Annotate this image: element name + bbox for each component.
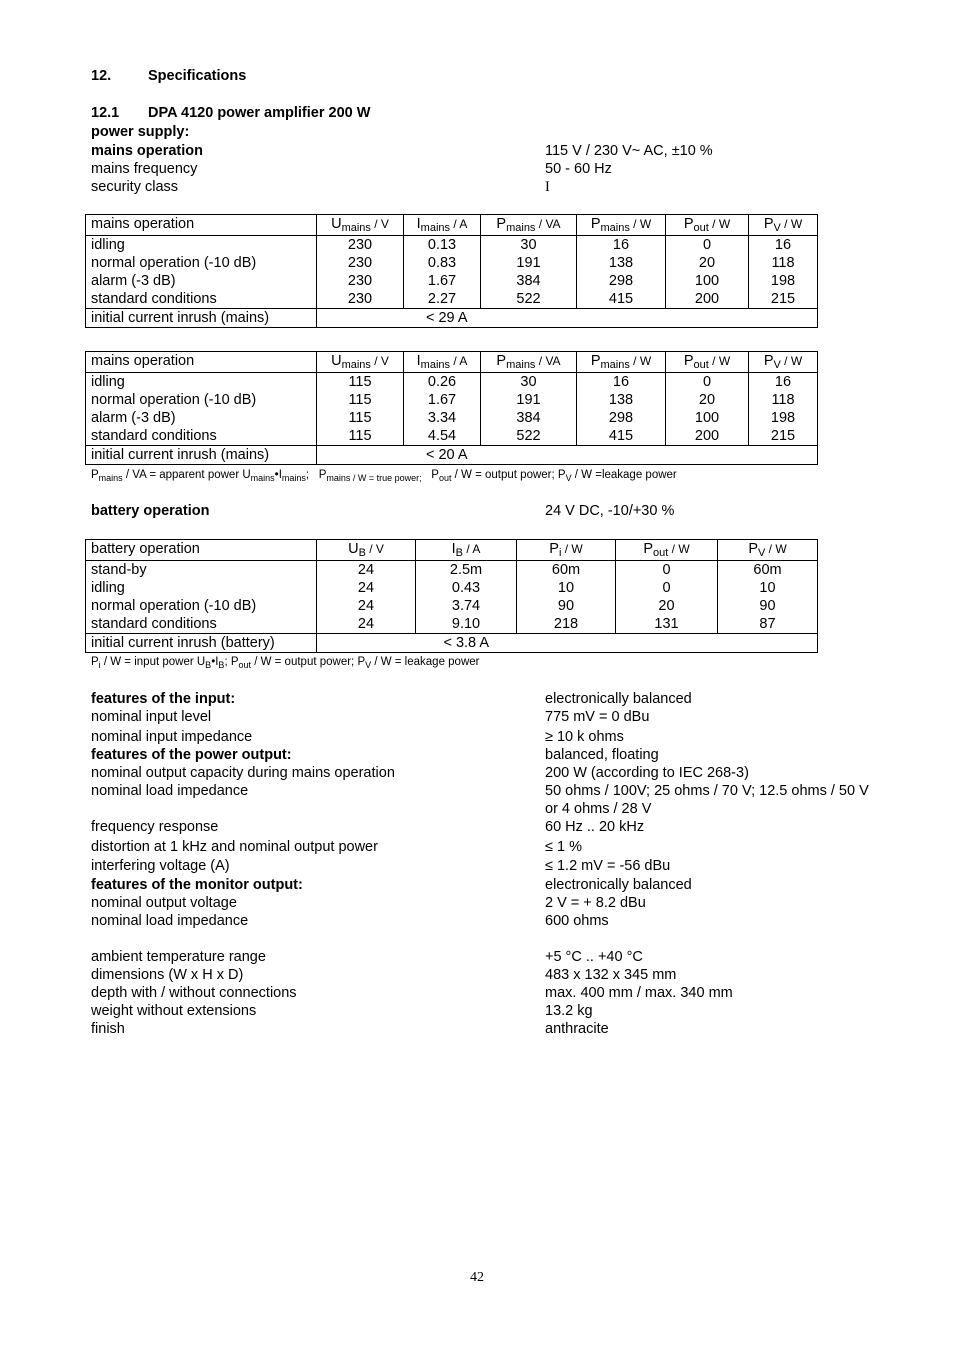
col-p-i: 60m 10 90 218	[517, 561, 616, 634]
spec-value: max. 400 mm / max. 340 mm	[545, 985, 733, 1001]
spec-label: frequency response	[91, 819, 219, 835]
spec-label: nominal output voltage	[91, 895, 237, 911]
header-p-v: $P_V$ / W	[749, 352, 818, 373]
row-labels: stand-by idling normal operation (-10 dB) standard conditions	[86, 561, 317, 634]
spec-label: finish	[91, 1021, 125, 1037]
subsection-title: DPA 4120 power amplifier 200 W	[148, 105, 371, 121]
inrush-value: < 3.8 A	[317, 634, 616, 653]
col-p-v: 16 118 198 215	[749, 373, 818, 446]
spec-value-continued: or 4 ohms / 28 V	[545, 801, 652, 817]
spec-value: 2 V = + 8.2 dBu	[545, 895, 646, 911]
header-p-mains-w: $P_{mains}$ / W	[577, 215, 666, 236]
spec-label: interfering voltage (A)	[91, 858, 230, 874]
inrush-label: initial current inrush (mains)	[86, 309, 317, 328]
section-title: Specifications	[148, 68, 247, 84]
spec-value: 483 x 132 x 345 mm	[545, 967, 677, 983]
spec-label: weight without extensions	[91, 1003, 257, 1019]
header-p-v: $P_V$ / W	[718, 540, 818, 561]
col-i-mains: 0.13 0.83 1.67 2.27	[404, 236, 481, 309]
header-p-mains-va: $P_{mains}$ / VA	[481, 215, 577, 236]
spec-value: ≤ 1.2 mV = -56 dBu	[545, 858, 671, 874]
table-header-label: battery operation	[86, 540, 317, 561]
mains-operation-label: mains operation	[91, 143, 203, 159]
col-p-out: 0 20 100 200	[666, 236, 749, 309]
col-p-v: 60m 10 90 87	[718, 561, 818, 634]
section-number: 12.	[91, 68, 112, 84]
inrush-filler	[616, 634, 818, 653]
col-u-b: 24 24 24 24	[317, 561, 416, 634]
spec-value: 600 ohms	[545, 913, 609, 929]
col-u-mains: 115 115 115 115	[317, 373, 404, 446]
security-class-value: I	[545, 179, 550, 195]
battery-operation-value: 24 V DC, -10/+30 %	[545, 503, 675, 519]
page-number: 42	[470, 1270, 484, 1285]
col-i-b: 2.5m 0.43 3.74 9.10	[416, 561, 517, 634]
header-p-out: $P_{out}$ / W	[666, 215, 749, 236]
inrush-label: initial current inrush (mains)	[86, 446, 317, 465]
spec-value: ≤ 1 %	[545, 839, 582, 855]
header-i-b: $I_B$ / A	[416, 540, 517, 561]
header-u-mains: $U_{mains}$ / V	[317, 215, 404, 236]
spec-value: 775 mV = 0 dBu	[545, 709, 650, 725]
spec-value: electronically balanced	[545, 691, 692, 707]
spec-label: nominal output capacity during mains operation	[91, 765, 395, 781]
mains-frequency-label: mains frequency	[91, 161, 198, 177]
header-u-mains: $U_{mains}$ / V	[317, 352, 404, 373]
spec-value: anthracite	[545, 1021, 609, 1037]
table-header-label: mains operation	[86, 215, 317, 236]
power-supply-heading: power supply:	[91, 124, 190, 140]
col-p-mains-w: 16 138 298 415	[577, 373, 666, 446]
header-p-i: $P_i$ / W	[517, 540, 616, 561]
mains-operation-value: 115 V / 230 V~ AC, ±10 %	[545, 143, 713, 159]
inrush-value: < 20 A	[317, 446, 577, 465]
battery-table	[85, 539, 818, 653]
spec-label: features of the monitor output:	[91, 877, 303, 893]
col-p-out: 0 0 20 131	[616, 561, 718, 634]
col-u-mains: 230 230 230 230	[317, 236, 404, 309]
row-labels: idling normal operation (-10 dB) alarm (-3 dB) standard conditions	[86, 236, 317, 309]
spec-label: nominal input impedance	[91, 729, 253, 745]
header-u-b: $U_B$ / V	[317, 540, 416, 561]
col-p-mains-va: 30 191 384 522	[481, 236, 577, 309]
spec-value: ≥ 10 k ohms	[545, 729, 624, 745]
header-p-v: $P_V$ / W	[749, 215, 818, 236]
spec-value: balanced, floating	[545, 747, 659, 763]
inrush-filler	[577, 446, 818, 465]
header-p-mains-w: $P_{mains}$ / W	[577, 352, 666, 373]
battery-footnote: $P_i$ / W = input power $U_B•I_B$; $P_{out}$ / W = output power; $P_V$ / W = leakage power	[91, 656, 480, 670]
header-p-out: $P_{out}$ / W	[666, 352, 749, 373]
spec-value: 50 ohms / 100V; 25 ohms / 70 V; 12.5 ohms / 50 V	[545, 783, 869, 799]
inrush-label: initial current inrush (battery)	[86, 634, 317, 653]
mains-table-115	[85, 351, 818, 465]
mains-footnote: $P_{mains}$ / VA = apparent power $U_{mains}•I_{mains}$; $P_{mains / W = true power;}$ $P_{out}$ / W = output power; $P_V$ / W =leakage power	[91, 469, 677, 483]
header-p-out: $P_{out}$ / W	[616, 540, 718, 561]
spec-label: features of the input:	[91, 691, 236, 707]
col-p-out: 0 20 100 200	[666, 373, 749, 446]
spec-label: distortion at 1 kHz and nominal output power	[91, 839, 378, 855]
subsection-number: 12.1	[91, 105, 120, 121]
spec-value: 200 W (according to IEC 268-3)	[545, 765, 749, 781]
mains-table-230	[85, 214, 818, 328]
header-i-mains: $I_{mains}$ / A	[404, 215, 481, 236]
spec-value: 13.2 kg	[545, 1003, 593, 1019]
col-p-mains-va: 30 191 384 522	[481, 373, 577, 446]
col-p-mains-w: 16 138 298 415	[577, 236, 666, 309]
spec-value: electronically balanced	[545, 877, 692, 893]
spec-label: nominal input level	[91, 709, 212, 725]
col-i-mains: 0.26 1.67 3.34 4.54	[404, 373, 481, 446]
col-p-v: 16 118 198 215	[749, 236, 818, 309]
inrush-filler	[577, 309, 818, 328]
row-labels: idling normal operation (-10 dB) alarm (-3 dB) standard conditions	[86, 373, 317, 446]
spec-label: nominal load impedance	[91, 783, 249, 799]
spec-value: +5 °C .. +40 °C	[545, 949, 643, 965]
spec-label: ambient temperature range	[91, 949, 266, 965]
spec-label: nominal load impedance	[91, 913, 249, 929]
inrush-value: < 29 A	[317, 309, 577, 328]
spec-value: 60 Hz .. 20 kHz	[545, 819, 645, 835]
spec-label: depth with / without connections	[91, 985, 297, 1001]
spec-label: dimensions (W x H x D)	[91, 967, 244, 983]
battery-operation-label: battery operation	[91, 503, 210, 519]
mains-frequency-value: 50 - 60 Hz	[545, 161, 612, 177]
header-i-mains: $I_{mains}$ / A	[404, 352, 481, 373]
spec-label: features of the power output:	[91, 747, 292, 763]
header-p-mains-va: $P_{mains}$ / VA	[481, 352, 577, 373]
table-header-label: mains operation	[86, 352, 317, 373]
security-class-label: security class	[91, 179, 179, 195]
